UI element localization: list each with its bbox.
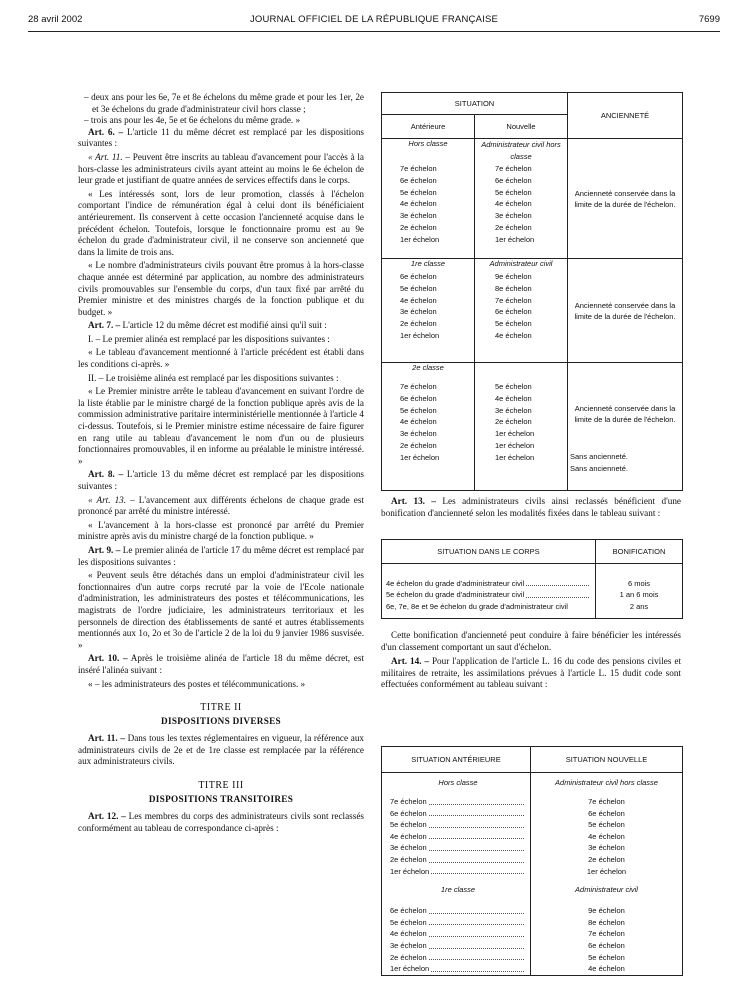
intro-dash-2: – trois ans pour les 4e, 5e et 6e échelons du même grade. » bbox=[84, 115, 301, 126]
interesses-paragraph: « Les intéressés sont, lors de leur promotion, classés à l'échelon comportant l'indice de rémunération égal à celui dont ils bénéficiaient antérieurement. Ils conservent à cette occasion l'ancienneté acquise dans le précédent échelon. Toutefois, lorsque le fonctionnaire promu est au 9e échelon du grade d'administrateur civil, il ne conserve son ancienneté que dans la limite de trois ans. bbox=[78, 188, 364, 257]
t2-header-bonification: BONIFICATION bbox=[596, 540, 683, 564]
t1-b1-right-row: 3e échelon bbox=[495, 211, 532, 221]
t1-b3-right-row: 1er échelon bbox=[495, 440, 535, 450]
t1-b2-right-row: 6e échelon bbox=[495, 307, 532, 317]
t3-row-leader bbox=[429, 913, 524, 914]
t2-bonifications bbox=[596, 564, 683, 619]
t1-b1-left-row: 6e échelon bbox=[400, 175, 437, 185]
t1-b3-left-row: 2e échelon bbox=[400, 440, 437, 450]
t2-situations bbox=[382, 564, 596, 619]
art12-label: Art. 12. – bbox=[88, 811, 126, 822]
t3-row-leader bbox=[429, 862, 524, 863]
art8-text: L'article 13 du même décret est remplacé par les dispositions suivantes : bbox=[78, 469, 364, 491]
art10-quote: « – les administrateurs des postes et télécommunications. » bbox=[88, 678, 306, 689]
t1-b2-left bbox=[382, 259, 475, 363]
art10-text: Après le troisième alinéa de l'article 18 du même décret, est inséré l'alinéa suivant : bbox=[78, 653, 364, 675]
intro-dash-1: – deux ans pour les 6e, 7e et 8e échelons du même grade et pour les 1er, 2e et 3e échelons du grade d'administrateur civil hors classe ; bbox=[84, 92, 364, 114]
t3-b2-right-row: 4e échelon bbox=[588, 964, 625, 974]
t3-b1-right-row: 1er échelon bbox=[586, 866, 627, 876]
t2-row bbox=[386, 589, 591, 601]
right-column-art13 bbox=[381, 496, 681, 521]
t3-row-leader bbox=[429, 827, 524, 828]
t1-b3-right-row: 3e échelon bbox=[495, 405, 532, 415]
t1-b1-right-title: Administrateur civil hors classe bbox=[481, 140, 561, 161]
t3-row-label: 6e échelon bbox=[390, 808, 427, 818]
t1-b1-right-row: 6e échelon bbox=[495, 175, 532, 185]
t3-row-label: 2e échelon bbox=[390, 952, 427, 962]
t1-b3-right-row: 1er échelon bbox=[495, 452, 535, 462]
art7-label: Art. 7. – bbox=[88, 320, 121, 331]
t3-header-anterieure: SITUATION ANTÉRIEURE bbox=[382, 747, 531, 773]
t1-b1-left-row: 5e échelon bbox=[400, 187, 437, 197]
t3-b1-left-row bbox=[390, 842, 526, 854]
t3-row-leader bbox=[429, 838, 524, 839]
nombre-paragraph: « Le nombre d'administrateurs civils pouvant être promus à la hors-classe chaque année est déterminé par application, au nombre des administrateurs civils promouvables sur l'ensemble du corps, d'un taux fixé par arrêté du Premier ministre et des ministres chargés de la fonction publique et du budget. » bbox=[78, 260, 364, 317]
art11b-text: Dans tous les textes réglementaires en vigueur, la référence aux administrateurs civils de 2e et de 1re classe est remplacée par la référence aux administrateurs civils. bbox=[78, 733, 365, 767]
t3-row-label: 1er échelon bbox=[390, 964, 430, 974]
t1-b1-left bbox=[382, 139, 475, 259]
t3-b1-right-row: 3e échelon bbox=[588, 843, 625, 853]
t1-b2-right-row: 5e échelon bbox=[495, 319, 532, 329]
t3-row-leader bbox=[429, 815, 524, 816]
art6-label: Art. 6. – bbox=[88, 126, 124, 137]
t1-b3-left-row: 3e échelon bbox=[400, 429, 437, 439]
t1-b1-right bbox=[475, 139, 568, 259]
art6-text: L'article 11 du même décret est remplacé par les dispositions suivantes : bbox=[78, 126, 364, 149]
art9-text: Le premier alinéa de l'article 17 du même décret est remplacé par les dispositions suivantes : bbox=[78, 544, 364, 567]
art13b-paragraph bbox=[381, 496, 681, 519]
t2-row-situation: 6e, 7e, 8e et 9e échelon du grade d'administrateur civil bbox=[386, 601, 568, 611]
t1-b3-right-row: 2e échelon bbox=[495, 417, 532, 427]
t2-row-bonif: 1 an 6 mois bbox=[619, 590, 659, 600]
art10-paragraph bbox=[78, 653, 364, 676]
t3-b1-left-row bbox=[390, 808, 526, 820]
t2-row-leader bbox=[526, 597, 589, 598]
t1-b3-left-row: 5e échelon bbox=[400, 405, 437, 415]
t1-b3-anc-sans-1: Sans ancienneté. bbox=[570, 452, 628, 461]
t3-row-label: 6e échelon bbox=[390, 906, 427, 916]
t1-b2-right-row: 7e échelon bbox=[495, 295, 532, 305]
t3-b1-right-row: 5e échelon bbox=[588, 820, 625, 830]
t1-b2-left-row: 2e échelon bbox=[400, 319, 437, 329]
art13b-label: Art. 13. – bbox=[391, 496, 436, 506]
t3-b2-left-row bbox=[390, 928, 526, 940]
art13-quote-2: « L'avancement à la hors-classe est prononcé par arrêté du Premier ministre après avis du ministre chargé de la fonction publique. » bbox=[78, 519, 364, 542]
t1-b1-left-title: Hors classe bbox=[408, 139, 448, 148]
t3-b1-right-title: Administrateur civil hors classe bbox=[555, 778, 658, 787]
titre-2-subheading: DISPOSITIONS DIVERSES bbox=[161, 715, 281, 726]
header-rule bbox=[28, 31, 720, 32]
t3-row-label: 4e échelon bbox=[390, 831, 427, 841]
t3-b2-left-row bbox=[390, 963, 526, 975]
t1-b1-anciennete: Ancienneté conservée dans la limite de la durée de l'échelon. bbox=[568, 139, 683, 259]
t3-b1-right-row: 2e échelon bbox=[588, 854, 625, 864]
t1-header-nouvelle: Nouvelle bbox=[475, 115, 568, 139]
art7-i: I. – Le premier alinéa est remplacé par les dispositions suivantes : bbox=[88, 333, 330, 344]
t2-row-situation: 4e échelon du grade d'administrateur civil bbox=[386, 578, 525, 588]
t1-b1-left-row: 4e échelon bbox=[400, 199, 437, 209]
art11-label: « Art. 11. bbox=[88, 151, 123, 162]
t1-b1-right-row: 4e échelon bbox=[495, 199, 532, 209]
art14-paragraph bbox=[381, 656, 681, 691]
header-journal-title: JOURNAL OFFICIEL DE LA RÉPUBLIQUE FRANÇAISE bbox=[249, 14, 499, 25]
t1-b3-left-row: 1er échelon bbox=[400, 452, 440, 462]
titre-2-heading: TITRE II bbox=[200, 702, 242, 714]
t1-b1-left-row: 1er échelon bbox=[400, 234, 440, 244]
bonification-table bbox=[381, 539, 683, 619]
header-date: 28 avril 2002 bbox=[28, 14, 83, 25]
t1-b3-right bbox=[475, 363, 568, 491]
t1-header-anciennete: ANCIENNETÉ bbox=[568, 93, 683, 139]
t1-b2-right-row: 4e échelon bbox=[495, 330, 532, 340]
titre-3-heading: TITRE III bbox=[198, 780, 244, 792]
t1-b2-left-row: 4e échelon bbox=[400, 295, 437, 305]
t1-b3-left-title: 2e classe bbox=[412, 363, 444, 372]
t2-row-situation: 5e échelon du grade d'administrateur civil bbox=[386, 590, 525, 600]
t1-b1-right-row: 2e échelon bbox=[495, 222, 532, 232]
t1-block-2e-classe bbox=[382, 363, 683, 491]
art11-text: – Peuvent être inscrits au tableau d'avancement pour l'accès à la hors-classe les administrateurs civils ayant atteint au moins le 6e échelon de leur grade et justifiant de quatre années de services effectifs dans le corps. bbox=[78, 151, 364, 186]
t3-b2-right-row: 9e échelon bbox=[588, 906, 625, 916]
t3-row-label: 2e échelon bbox=[390, 854, 427, 864]
art9-paragraph bbox=[78, 545, 364, 568]
t1-b2-anciennete: Ancienneté conservée dans la limite de la durée de l'échelon. bbox=[568, 259, 683, 363]
t3-b2-left-row bbox=[390, 952, 526, 964]
art8-label: Art. 8. – bbox=[88, 469, 124, 480]
t2-row bbox=[386, 601, 591, 613]
t1-b2-left-title: 1re classe bbox=[410, 259, 446, 268]
art11b-paragraph bbox=[78, 733, 364, 768]
t3-row-label: 3e échelon bbox=[390, 843, 427, 853]
t1-header-anterieure: Antérieure bbox=[382, 115, 475, 139]
t1-b1-right-row: 1er échelon bbox=[495, 234, 535, 244]
t1-b3-right-row: 4e échelon bbox=[495, 393, 532, 403]
t3-b1-left-row bbox=[390, 854, 526, 866]
t3-b2-left-row bbox=[390, 917, 526, 929]
pensions-assimilation-table bbox=[381, 746, 683, 976]
reclassement-table bbox=[381, 92, 683, 491]
t1-b2-right bbox=[475, 259, 568, 363]
t1-b2-right-row: 9e échelon bbox=[495, 272, 532, 281]
t3-row-leader bbox=[431, 873, 524, 874]
t3-row-leader bbox=[429, 804, 524, 805]
t1-b1-right-row: 5e échelon bbox=[495, 187, 532, 197]
t1-b1-right-row: 7e échelon bbox=[495, 164, 532, 173]
art7-i-quote: « Le tableau d'avancement mentionné à l'article précédent est établi dans les conditions ci-après. » bbox=[78, 347, 364, 370]
t1-b3-right-row: 5e échelon bbox=[495, 382, 532, 391]
t3-row-label: 3e échelon bbox=[390, 940, 427, 950]
t1-b3-left-row: 6e échelon bbox=[400, 393, 437, 403]
titre-3-subheading: DISPOSITIONS TRANSITOIRES bbox=[148, 793, 294, 804]
t1-b1-left-row: 3e échelon bbox=[400, 211, 437, 221]
t3-row-label: 5e échelon bbox=[390, 820, 427, 830]
left-column bbox=[78, 92, 364, 836]
t3-b1-right-row: 6e échelon bbox=[588, 808, 625, 818]
bonif-note: Cette bonification d'ancienneté peut conduire à faire bénéficier les intéressés d'un classement comportant un saut d'échelon. bbox=[381, 630, 681, 652]
t2-row-bonif: 2 ans bbox=[629, 601, 649, 611]
t3-row-leader bbox=[429, 936, 524, 937]
t3-b1-left-row bbox=[390, 796, 526, 808]
art14-text: Pour l'application de l'article L. 16 du code des pensions civiles et militaires de retraite, les assimilations prévues à l'article L. 15 dudit code sont effectuées conformément au tableau suivant : bbox=[381, 656, 682, 690]
t3-b2-right-row: 5e échelon bbox=[588, 952, 625, 962]
t3-b2-right-row: 8e échelon bbox=[588, 917, 625, 927]
t3-left-col bbox=[382, 773, 531, 976]
t1-b3-anc-sans-2: Sans ancienneté. bbox=[570, 463, 628, 473]
art13b-text: Les administrateurs civils ainsi reclassés bénéficient d'une bonification d'ancienneté selon les modalités fixées dans le tableau suivant : bbox=[381, 496, 682, 518]
art7-text: L'article 12 du même décret est modifié ainsi qu'il suit : bbox=[120, 320, 327, 331]
art9-label: Art. 9. – bbox=[88, 544, 121, 555]
t1-b3-anciennete bbox=[568, 363, 683, 491]
art7-ii-quote: « Le Premier ministre arrête le tableau d'avancement en suivant l'ordre de la liste établie par le ministre chargé de la fonction publique après avis de la commission administrative paritaire interministérielle mentionnée à l'article 4 ci-dessus. Toutefois, si le Premier ministre estime nécessaire de faire figurer en rang utile au tableau d'avancement le nom d'un ou de plusieurs fonctionnaires promouvables, il en informe au préalable le ministre intéressé. » bbox=[78, 386, 364, 466]
t1-b2-right-row: 8e échelon bbox=[495, 283, 532, 293]
t3-row-leader bbox=[429, 948, 524, 949]
t3-b2-right-title: Administrateur civil bbox=[575, 885, 638, 895]
t1-block-1re-classe bbox=[382, 259, 683, 363]
t1-b1-left-row: 7e échelon bbox=[400, 164, 437, 173]
art7-paragraph bbox=[78, 320, 364, 332]
t1-b3-left-row: 7e échelon bbox=[400, 382, 437, 391]
art12-text: Les membres du corps des administrateurs civils sont reclassés conformément au tableau de correspondance ci-après : bbox=[78, 811, 364, 833]
art6-paragraph bbox=[78, 127, 364, 150]
t1-b3-left-row: 4e échelon bbox=[400, 417, 437, 427]
art11-paragraph bbox=[78, 152, 364, 187]
t3-b2-left-row bbox=[390, 940, 526, 952]
t3-b1-left-row bbox=[390, 866, 526, 878]
t3-b1-right-row: 7e échelon bbox=[588, 797, 625, 806]
t3-row-leader bbox=[429, 959, 524, 960]
t2-row-leader bbox=[526, 585, 589, 586]
t1-b3-right-title bbox=[475, 363, 567, 375]
art13-label: « Art. 13. bbox=[88, 494, 127, 505]
t3-row-label: 7e échelon bbox=[390, 797, 427, 806]
t3-b2-right-row: 6e échelon bbox=[588, 940, 625, 950]
t3-row-leader bbox=[429, 924, 524, 925]
t3-right-col bbox=[531, 773, 683, 976]
t3-row-leader bbox=[429, 850, 524, 851]
right-column-bonif-note bbox=[381, 630, 681, 693]
t1-b2-left-row: 1er échelon bbox=[400, 330, 440, 340]
t2-row bbox=[386, 578, 591, 590]
t3-b1-left-row bbox=[390, 819, 526, 831]
t1-header-situation: SITUATION bbox=[382, 93, 568, 115]
t2-header-situation: SITUATION DANS LE CORPS bbox=[382, 540, 596, 564]
header-page-number: 7699 bbox=[698, 14, 720, 25]
t3-b2-left-title: 1re classe bbox=[440, 885, 476, 895]
art11b-label: Art. 11. – bbox=[88, 733, 125, 744]
t3-header-nouvelle: SITUATION NOUVELLE bbox=[531, 747, 683, 773]
t3-b1-right-row: 4e échelon bbox=[588, 831, 625, 841]
t3-b1-left-row bbox=[390, 831, 526, 843]
t1-b3-right-row: 1er échelon bbox=[495, 429, 535, 439]
art12-paragraph bbox=[78, 811, 364, 834]
t2-row-bonif: 6 mois bbox=[627, 578, 651, 588]
t1-b1-left-row: 2e échelon bbox=[400, 222, 437, 232]
t3-b2-left-row bbox=[390, 905, 526, 917]
art13-text: – L'avancement aux différents échelons de chaque grade est prononcé par arrêté du ministre intéressé. bbox=[78, 494, 364, 517]
art13-paragraph bbox=[78, 495, 364, 518]
page-header bbox=[28, 14, 720, 28]
t1-b3-left bbox=[382, 363, 475, 491]
art8-paragraph bbox=[78, 469, 364, 492]
art10-label: Art. 10. – bbox=[88, 653, 128, 664]
t1-b2-left-row: 5e échelon bbox=[400, 283, 437, 293]
t1-b2-left-row: 6e échelon bbox=[400, 272, 437, 281]
t1-b2-left-row: 3e échelon bbox=[400, 307, 437, 317]
t3-row-leader bbox=[431, 971, 524, 972]
t1-b2-right-title: Administrateur civil bbox=[489, 259, 553, 268]
t3-row-label: 4e échelon bbox=[390, 929, 427, 939]
t3-row-label: 5e échelon bbox=[390, 917, 427, 927]
t1-b3-anc-main: Ancienneté conservée dans la limite de la durée de l'échelon. bbox=[574, 404, 676, 424]
t1-block-hors-classe bbox=[382, 139, 683, 259]
art7-ii: II. – Le troisième alinéa est remplacé par les dispositions suivantes : bbox=[88, 372, 339, 383]
art14-label: Art. 14. – bbox=[391, 656, 430, 667]
t3-b2-right-row: 7e échelon bbox=[588, 929, 625, 939]
art9-quote: « Peuvent seuls être détachés dans un emploi d'administrateur civil les fonctionnaires d'un autre corps recruté par la voie de l'Ecole nationale d'administration, les administrateurs des postes et télécommunications, les magistrats de l'ordre judiciaire, les administrateurs territoriaux et les personnels de direction des établissements de santé et autres établissements mentionnés aux 1o, 2o et 3o de l'article 2 de la loi du 9 janvier 1986 susvisée. » bbox=[78, 570, 364, 650]
t3-row-label: 1er échelon bbox=[390, 866, 430, 876]
t3-b1-left-title: Hors classe bbox=[438, 778, 478, 787]
